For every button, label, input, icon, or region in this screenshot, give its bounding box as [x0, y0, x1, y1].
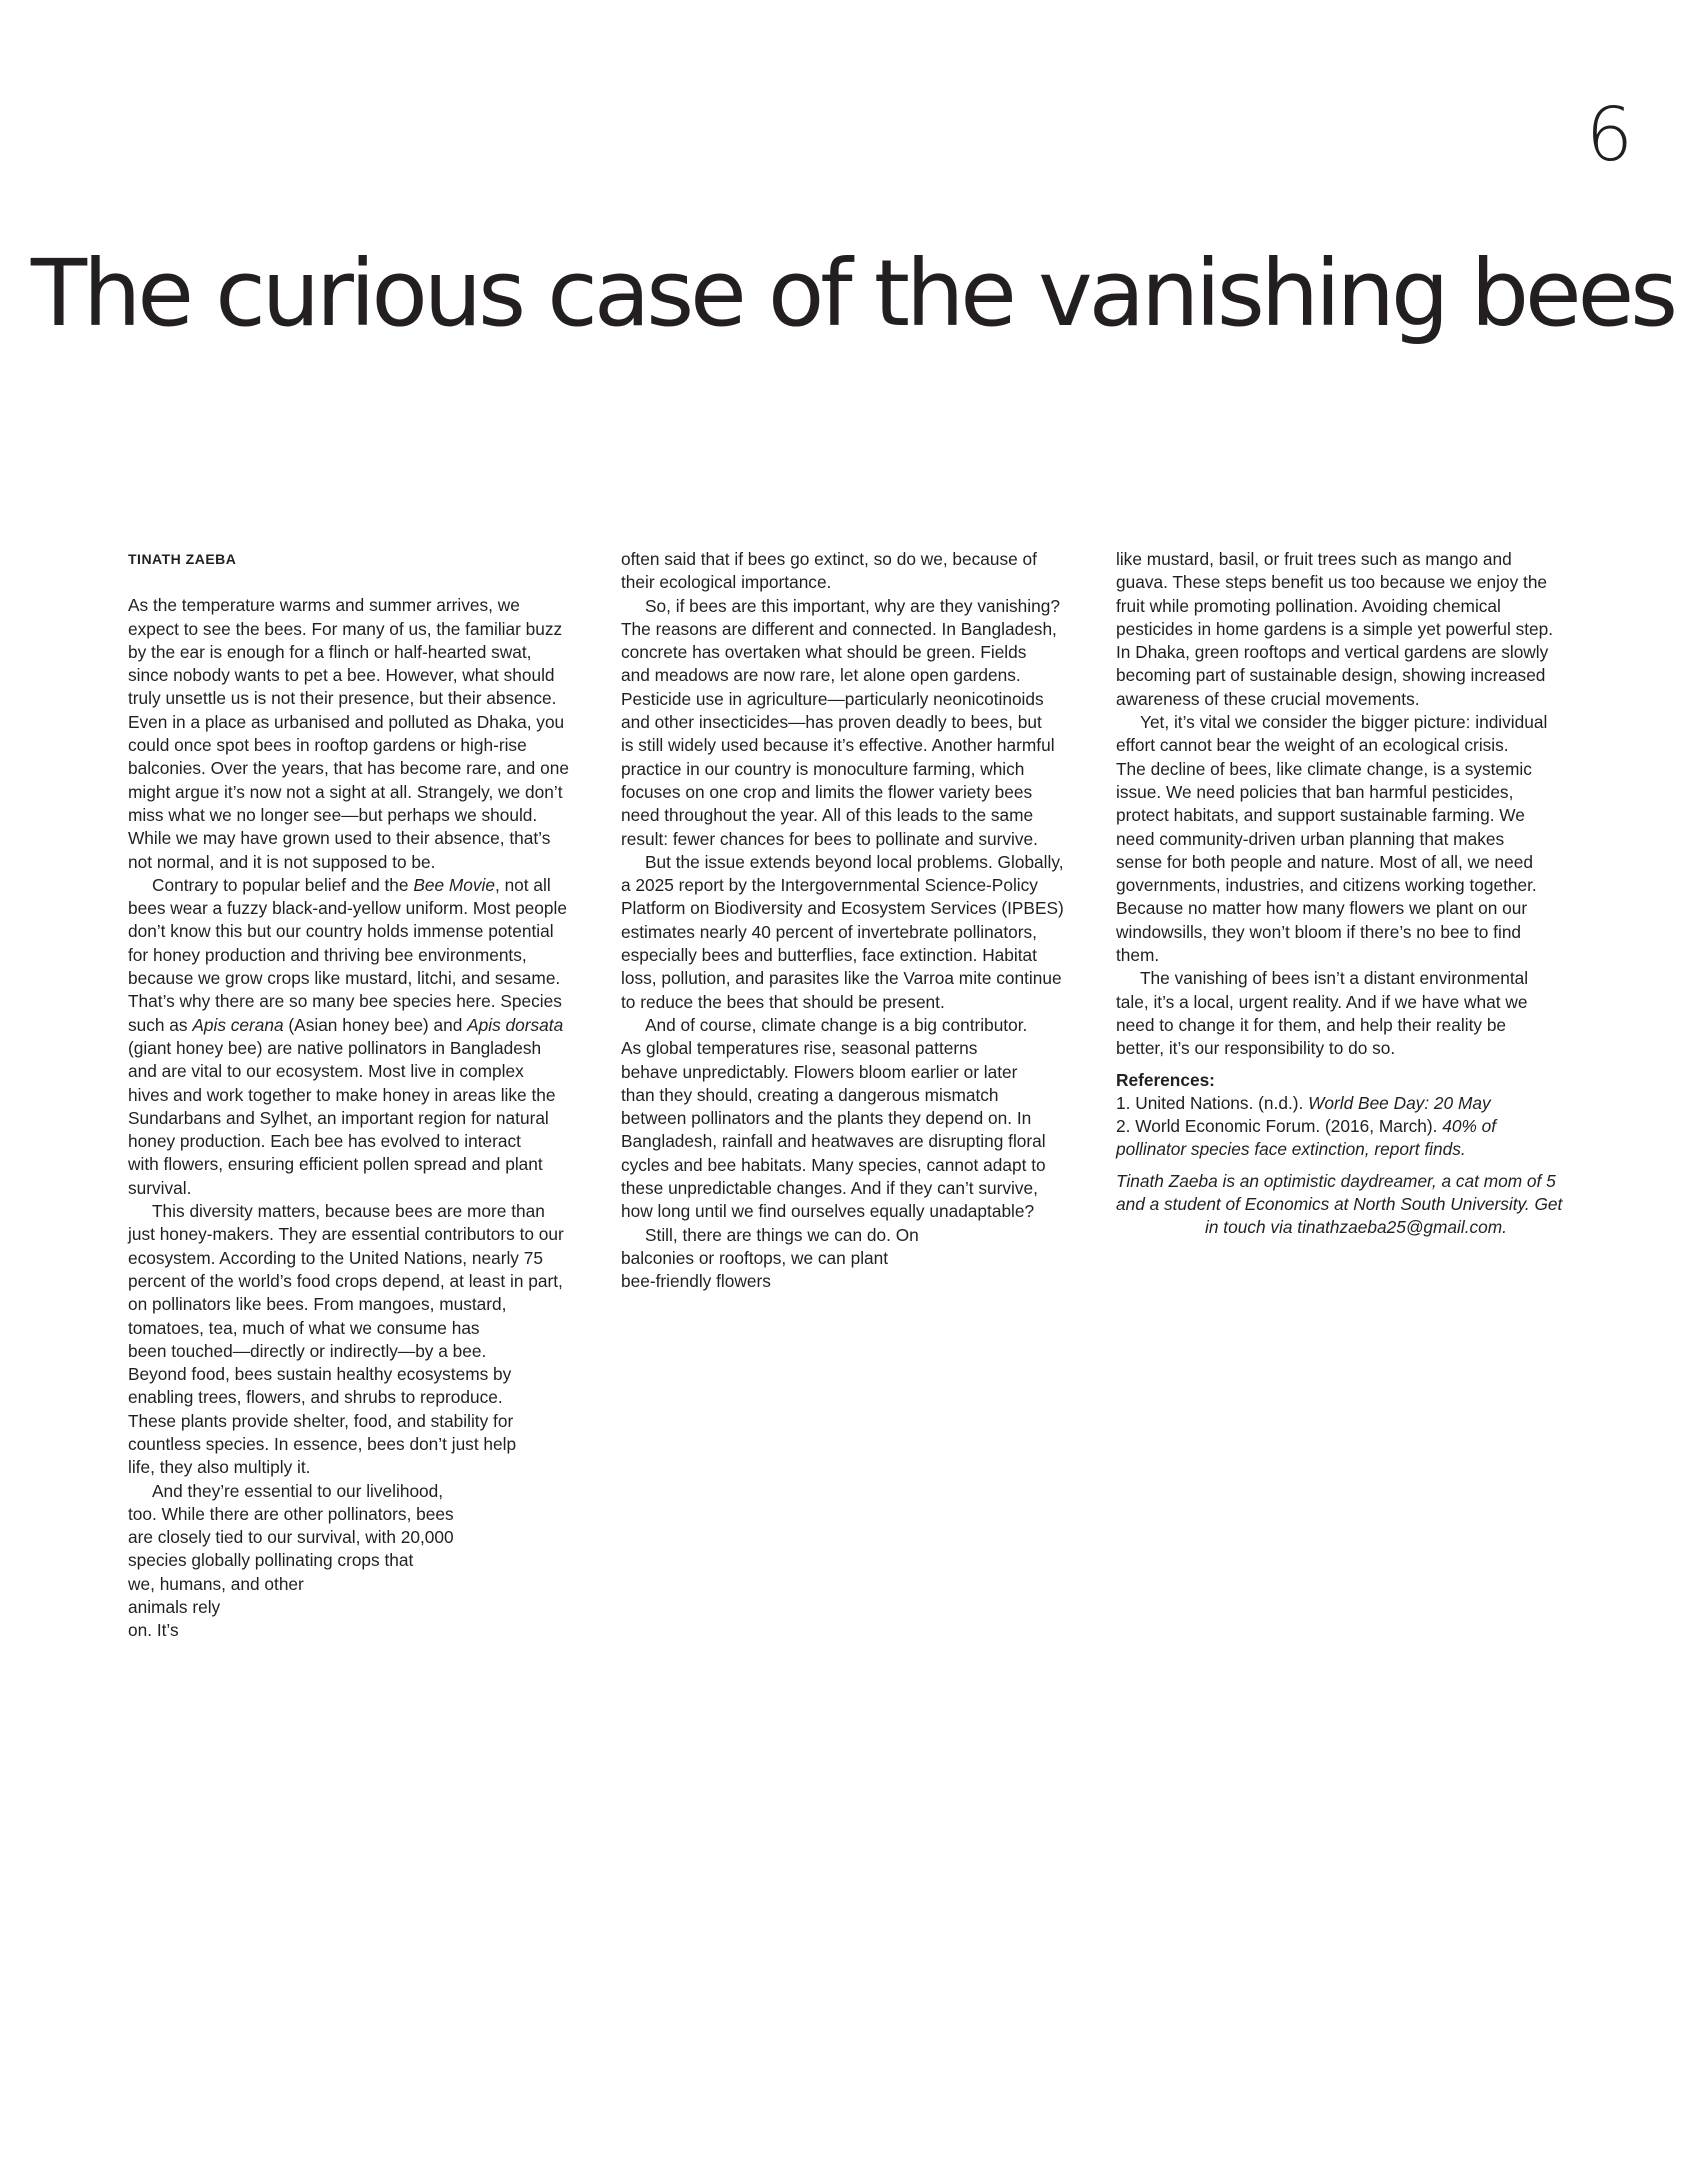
text-span: loss, pollution, and parasites like the Varroa mite continue: [621, 968, 1062, 989]
text-span: such as: [128, 1014, 193, 1035]
text-span: Even in a place as urbanised and polluted as Dhaka, you: [128, 711, 565, 732]
text-span: bees wear a fuzzy black-and-yellow uniform. Most people: [128, 898, 567, 919]
text-span: These plants provide shelter, food, and stability for: [128, 1410, 514, 1431]
text-line: [621, 688, 1099, 711]
text-line: [128, 944, 598, 967]
text-line: [128, 734, 598, 757]
text-line: [128, 1503, 598, 1526]
text-span: like mustard, basil, or fruit trees such as mango and: [1116, 549, 1512, 569]
text-span: Still, there are things we can do. On: [645, 1224, 919, 1245]
text-span: them.: [1116, 945, 1160, 966]
text-line: [128, 990, 598, 1013]
text-line: [621, 571, 1099, 594]
text-line: [1116, 734, 1596, 757]
text-line: [128, 664, 598, 687]
text-line: [621, 711, 1099, 734]
text-span: expect to see the bees. For many of us, the familiar buzz: [128, 618, 563, 639]
text-span: too. While there are other pollinators, bees: [128, 1503, 454, 1524]
text-span: Contrary to popular belief and the: [152, 874, 414, 895]
text-line: [128, 1177, 598, 1200]
text-span: percent of the world’s food crops depend, at least in part,: [128, 1270, 563, 1291]
text-line: [1116, 571, 1596, 594]
text-line: [128, 757, 598, 780]
text-span: countless species. In essence, bees don’t just help: [128, 1433, 517, 1454]
text-line: [128, 897, 598, 920]
text-span: And they’re essential to our livelihood,: [152, 1480, 444, 1501]
text-span: and are vital to our ecosystem. Most live in complex: [128, 1061, 524, 1082]
text-span: awareness of these crucial movements.: [1116, 688, 1420, 709]
italic-text: Apis dorsata: [467, 1014, 564, 1035]
text-span: As the temperature warms and summer arrives, we: [128, 595, 520, 616]
text-line: [1116, 781, 1596, 804]
text-span: Sundarbans and Sylhet, an important region for natural: [128, 1107, 549, 1128]
text-line: [128, 1410, 598, 1433]
text-line: [621, 1107, 1099, 1130]
text-line: [128, 1363, 598, 1386]
text-line: [1116, 641, 1596, 664]
text-span: since nobody wants to pet a bee. However, what should: [128, 665, 555, 686]
text-line: [621, 944, 1099, 967]
text-span: on pollinators like bees. From mangoes, mustard,: [128, 1294, 507, 1315]
text-line: [621, 874, 1099, 897]
text-span: tomatoes, tea, much of what we consume has: [128, 1317, 480, 1338]
text-span: are closely tied to our survival, with 20,000: [128, 1527, 454, 1548]
text-line: [128, 781, 598, 804]
text-span: So, if bees are this important, why are they vanishing?: [645, 595, 1060, 616]
text-line: [128, 1317, 598, 1340]
text-span: we, humans, and other: [128, 1573, 304, 1594]
text-line: [621, 641, 1099, 664]
text-line: [621, 734, 1099, 757]
text-line: [621, 1061, 1099, 1084]
text-span: (giant honey bee) are native pollinators in Bangladesh: [128, 1037, 542, 1058]
references-heading: References:: [1116, 1069, 1215, 1090]
text-span: tale, it’s a local, urgent reality. And if we have what we: [1116, 991, 1528, 1012]
text-line: [621, 1154, 1099, 1177]
references-list: [1116, 1092, 1596, 1162]
text-span: Bangladesh, rainfall and heatwaves are disrupting floral: [621, 1131, 1046, 1152]
text-span: While we may have grown used to their absence, that’s: [128, 828, 551, 849]
text-span: been touched—directly or indirectly—by a bee.: [128, 1340, 487, 1361]
text-span: and meadows are now rare, let alone open gardens.: [621, 665, 1021, 686]
italic-text: Bee Movie: [413, 874, 495, 895]
italic-text: World Bee Day: 20 May: [1308, 1092, 1491, 1113]
text-span: Beyond food, bees sustain healthy ecosystems by: [128, 1364, 512, 1385]
text-span: better, it’s our responsibility to do so.: [1116, 1038, 1396, 1059]
text-line: [128, 1153, 598, 1176]
text-span: fruit while promoting pollination. Avoiding chemical: [1116, 595, 1501, 616]
text-span: enabling trees, flowers, and shrubs to reproduce.: [128, 1387, 503, 1408]
text-line: [128, 920, 598, 943]
text-line: [1116, 664, 1596, 687]
text-line: [1116, 548, 1596, 571]
text-span: because we grow crops like mustard, litchi, and sesame.: [128, 968, 561, 989]
text-span: , not all: [494, 874, 551, 895]
text-line: [621, 851, 1099, 874]
text-line: [1116, 991, 1596, 1014]
text-line: [128, 594, 598, 617]
text-span: balconies. Over the years, that has become rare, and one: [128, 758, 569, 779]
text-line: [128, 1247, 598, 1270]
text-span: 1. United Nations. (n.d.).: [1116, 1092, 1309, 1113]
text-span: especially bees and butterflies, face extinction. Habitat: [621, 945, 1037, 966]
text-span: Yet, it’s vital we consider the bigger picture: individual: [1140, 712, 1548, 733]
text-span: with flowers, ensuring efficient pollen spread and plant: [128, 1154, 543, 1175]
text-span: honey production. Each bee has evolved to interact: [128, 1131, 521, 1152]
text-span: don’t know this but our country holds immense potential: [128, 921, 554, 942]
text-span: their ecological importance.: [621, 572, 832, 593]
text-line: [128, 1480, 598, 1503]
text-span: And of course, climate change is a big contributor.: [645, 1014, 1028, 1035]
text-line: [621, 1200, 1099, 1223]
text-line: [1116, 897, 1596, 920]
text-span: (Asian honey bee) and: [283, 1014, 468, 1035]
text-line: [621, 618, 1099, 641]
text-line: [128, 804, 598, 827]
text-line: [1116, 711, 1596, 734]
text-line: [1116, 851, 1596, 874]
text-span: need to change it for them, and help their reality be: [1116, 1014, 1507, 1035]
text-line: [128, 641, 598, 664]
text-line: [128, 1037, 598, 1060]
text-line: [621, 1177, 1099, 1200]
column-3-body: [1116, 548, 1596, 1061]
text-span: a 2025 report by the Intergovernmental Science-Policy: [621, 875, 1038, 896]
text-span: 2. World Economic Forum. (2016, March).: [1116, 1116, 1443, 1137]
bio-line: Tinath Zaeba is an optimistic daydreamer, a cat mom of 5: [1116, 1170, 1556, 1191]
text-line: [621, 1224, 1099, 1247]
text-span: species globally pollinating crops that: [128, 1550, 414, 1571]
text-span: balconies or rooftops, we can plant: [621, 1247, 889, 1268]
text-line: [621, 548, 1099, 571]
text-line: [128, 1526, 598, 1549]
text-line: [128, 1386, 598, 1409]
text-span: by the ear is enough for a flinch or half-hearted swat,: [128, 641, 532, 662]
article-column-1: [128, 548, 598, 1643]
text-line: [128, 1223, 598, 1246]
text-line: [621, 664, 1099, 687]
article-headline: The curious case of the vanishing bees: [30, 240, 1675, 347]
text-span: might argue it’s now not a sight at all. Strangely, we don’t: [128, 781, 563, 802]
text-line: [621, 967, 1099, 990]
text-span: Because no matter how many flowers we plant on our: [1116, 898, 1528, 919]
text-line: [621, 1130, 1099, 1153]
text-span: protect habitats, and support sustainable farming. We: [1116, 805, 1525, 826]
article-column-3: [1116, 548, 1596, 1240]
text-line: [621, 804, 1099, 827]
text-line: [1116, 688, 1596, 711]
text-line: [621, 1270, 1099, 1293]
text-span: focuses on one crop and limits the flower variety bees: [621, 781, 1033, 802]
text-span: windowsills, they won’t bloom if there’s no bee to find: [1116, 921, 1522, 942]
text-line: [128, 687, 598, 710]
text-span: guava. These steps benefit us too because we enjoy the: [1116, 572, 1548, 593]
text-span: behave unpredictably. Flowers bloom earlier or later: [621, 1061, 1018, 1082]
text-span: to reduce the bees that should be present.: [621, 991, 945, 1012]
text-line: [128, 1293, 598, 1316]
text-span: cycles and bee habitats. Many species, cannot adapt to: [621, 1154, 1046, 1175]
text-span: The reasons are different and connected. In Bangladesh,: [621, 618, 1057, 639]
text-line: [621, 1014, 1099, 1037]
text-line: [1116, 595, 1596, 618]
text-span: could once spot bees in rooftop gardens or high-rise: [128, 735, 527, 756]
text-line: [128, 1549, 598, 1572]
text-span: just honey-makers. They are essential contributors to our: [128, 1224, 564, 1245]
text-span: That’s why there are so many bee species here. Species: [128, 991, 562, 1012]
author-bio: [1116, 1170, 1596, 1240]
text-line: [621, 991, 1099, 1014]
text-line: [1116, 828, 1596, 851]
text-span: hives and work together to make honey in areas like the: [128, 1084, 556, 1105]
text-line: [621, 595, 1099, 618]
text-line: [128, 1107, 598, 1130]
text-span: life, they also multiply it.: [128, 1457, 311, 1478]
text-span: Pesticide use in agriculture—particularly neonicotinoids: [621, 688, 1044, 709]
text-span: need community-driven urban planning that makes: [1116, 828, 1505, 849]
text-span: practice in our country is monoculture farming, which: [621, 758, 1025, 779]
text-span: for honey production and thriving bee environments,: [128, 944, 527, 965]
text-span: becoming part of sustainable design, showing increased: [1116, 665, 1546, 686]
text-span: effort cannot bear the weight of an ecological crisis.: [1116, 735, 1509, 756]
text-line: [621, 1084, 1099, 1107]
text-span: Platform on Biodiversity and Ecosystem Services (IPBES): [621, 898, 1064, 919]
text-line: [1116, 967, 1596, 990]
text-line: [1116, 804, 1596, 827]
text-line: [1116, 874, 1596, 897]
column-2-body: [621, 548, 1099, 1294]
text-line: [128, 1456, 598, 1479]
text-line: [128, 827, 598, 850]
text-span: and other insecticides—has proven deadly to bees, but: [621, 712, 1042, 733]
text-line: [621, 1247, 1099, 1270]
text-line: [128, 618, 598, 641]
text-span: how long until we find ourselves equally unadaptable?: [621, 1201, 1035, 1222]
text-span: But the issue extends beyond local problems. Globally,: [645, 851, 1064, 872]
text-line: [128, 1433, 598, 1456]
text-line: [128, 1200, 598, 1223]
text-span: is still widely used because it’s effective. Another harmful: [621, 735, 1055, 756]
text-span: result: fewer chances for bees to pollinate and survive.: [621, 828, 1038, 849]
text-span: As global temperatures rise, seasonal patterns: [621, 1038, 978, 1059]
bio-line: and a student of Economics at North South University. Get: [1116, 1194, 1563, 1215]
text-line: [621, 828, 1099, 851]
text-line: [1116, 1115, 1596, 1138]
text-line: [1116, 921, 1596, 944]
text-span: not normal, and it is not supposed to be.: [128, 851, 436, 872]
text-line: [128, 1573, 598, 1596]
text-span: The decline of bees, like climate change, is a systemic: [1116, 758, 1532, 779]
references-section: [1116, 1069, 1596, 1162]
text-span: pesticides in home gardens is a simple yet powerful step.: [1116, 618, 1554, 639]
page-number: 6: [1585, 92, 1633, 178]
bio-line: in touch via tinathzaeba25@gmail.com.: [1205, 1217, 1507, 1238]
text-line: [621, 758, 1099, 781]
italic-text: Apis cerana: [192, 1014, 284, 1035]
text-span: estimates nearly 40 percent of invertebrate pollinators,: [621, 921, 1037, 942]
text-line: [128, 874, 598, 897]
text-line: [128, 851, 598, 874]
text-line: [128, 1619, 598, 1642]
text-line: [1116, 1014, 1596, 1037]
text-line: [128, 1130, 598, 1153]
text-line: [128, 1340, 598, 1363]
text-span: between pollinators and the plants they depend on. In: [621, 1108, 1032, 1129]
text-span: on. It’s: [128, 1620, 179, 1641]
text-line: [128, 967, 598, 990]
text-span: concrete has overtaken what should be green. Fields: [621, 642, 1027, 663]
text-line: [1116, 1092, 1596, 1115]
text-line: [128, 1084, 598, 1107]
text-span: need throughout the year. All of this leads to the same: [621, 805, 1034, 826]
text-span: miss what we no longer see—but perhaps we should.: [128, 804, 538, 825]
text-span: This diversity matters, because bees are more than: [152, 1201, 545, 1222]
italic-text: pollinator species face extinction, report finds.: [1116, 1139, 1466, 1160]
italic-text: 40% of: [1442, 1116, 1497, 1137]
text-span: In Dhaka, green rooftops and vertical gardens are slowly: [1116, 642, 1549, 663]
author-byline: TINATH ZAEBA: [128, 551, 237, 567]
text-line: [128, 1596, 598, 1619]
text-span: often said that if bees go extinct, so do we, because of: [621, 549, 1037, 569]
text-span: issue. We need policies that ban harmful pesticides,: [1116, 781, 1514, 802]
text-line: [128, 1060, 598, 1083]
text-line: [1116, 944, 1596, 967]
text-span: these unpredictable changes. And if they can’t survive,: [621, 1178, 1038, 1199]
text-span: sense for both people and nature. Most of all, we need: [1116, 851, 1533, 872]
article-column-2: [621, 548, 1099, 1294]
column-1-body: [128, 594, 598, 1642]
text-line: [621, 781, 1099, 804]
text-span: governments, industries, and citizens working together.: [1116, 875, 1537, 896]
text-span: ecosystem. According to the United Nations, nearly 75: [128, 1247, 543, 1268]
text-span: survival.: [128, 1177, 192, 1198]
text-line: [1116, 1037, 1596, 1060]
text-line: [621, 897, 1099, 920]
text-line: [128, 711, 598, 734]
text-span: bee-friendly flowers: [621, 1271, 771, 1292]
text-line: [128, 1014, 598, 1037]
text-line: [1116, 758, 1596, 781]
text-line: [621, 921, 1099, 944]
text-line: [1116, 618, 1596, 641]
text-span: The vanishing of bees isn’t a distant environmental: [1140, 968, 1529, 989]
text-line: [621, 1037, 1099, 1060]
text-span: than they should, creating a dangerous mismatch: [621, 1084, 999, 1105]
text-span: truly unsettle us is not their presence, but their absence.: [128, 688, 557, 709]
text-line: [128, 1270, 598, 1293]
text-line: [1116, 1138, 1596, 1161]
text-span: animals rely: [128, 1597, 221, 1618]
